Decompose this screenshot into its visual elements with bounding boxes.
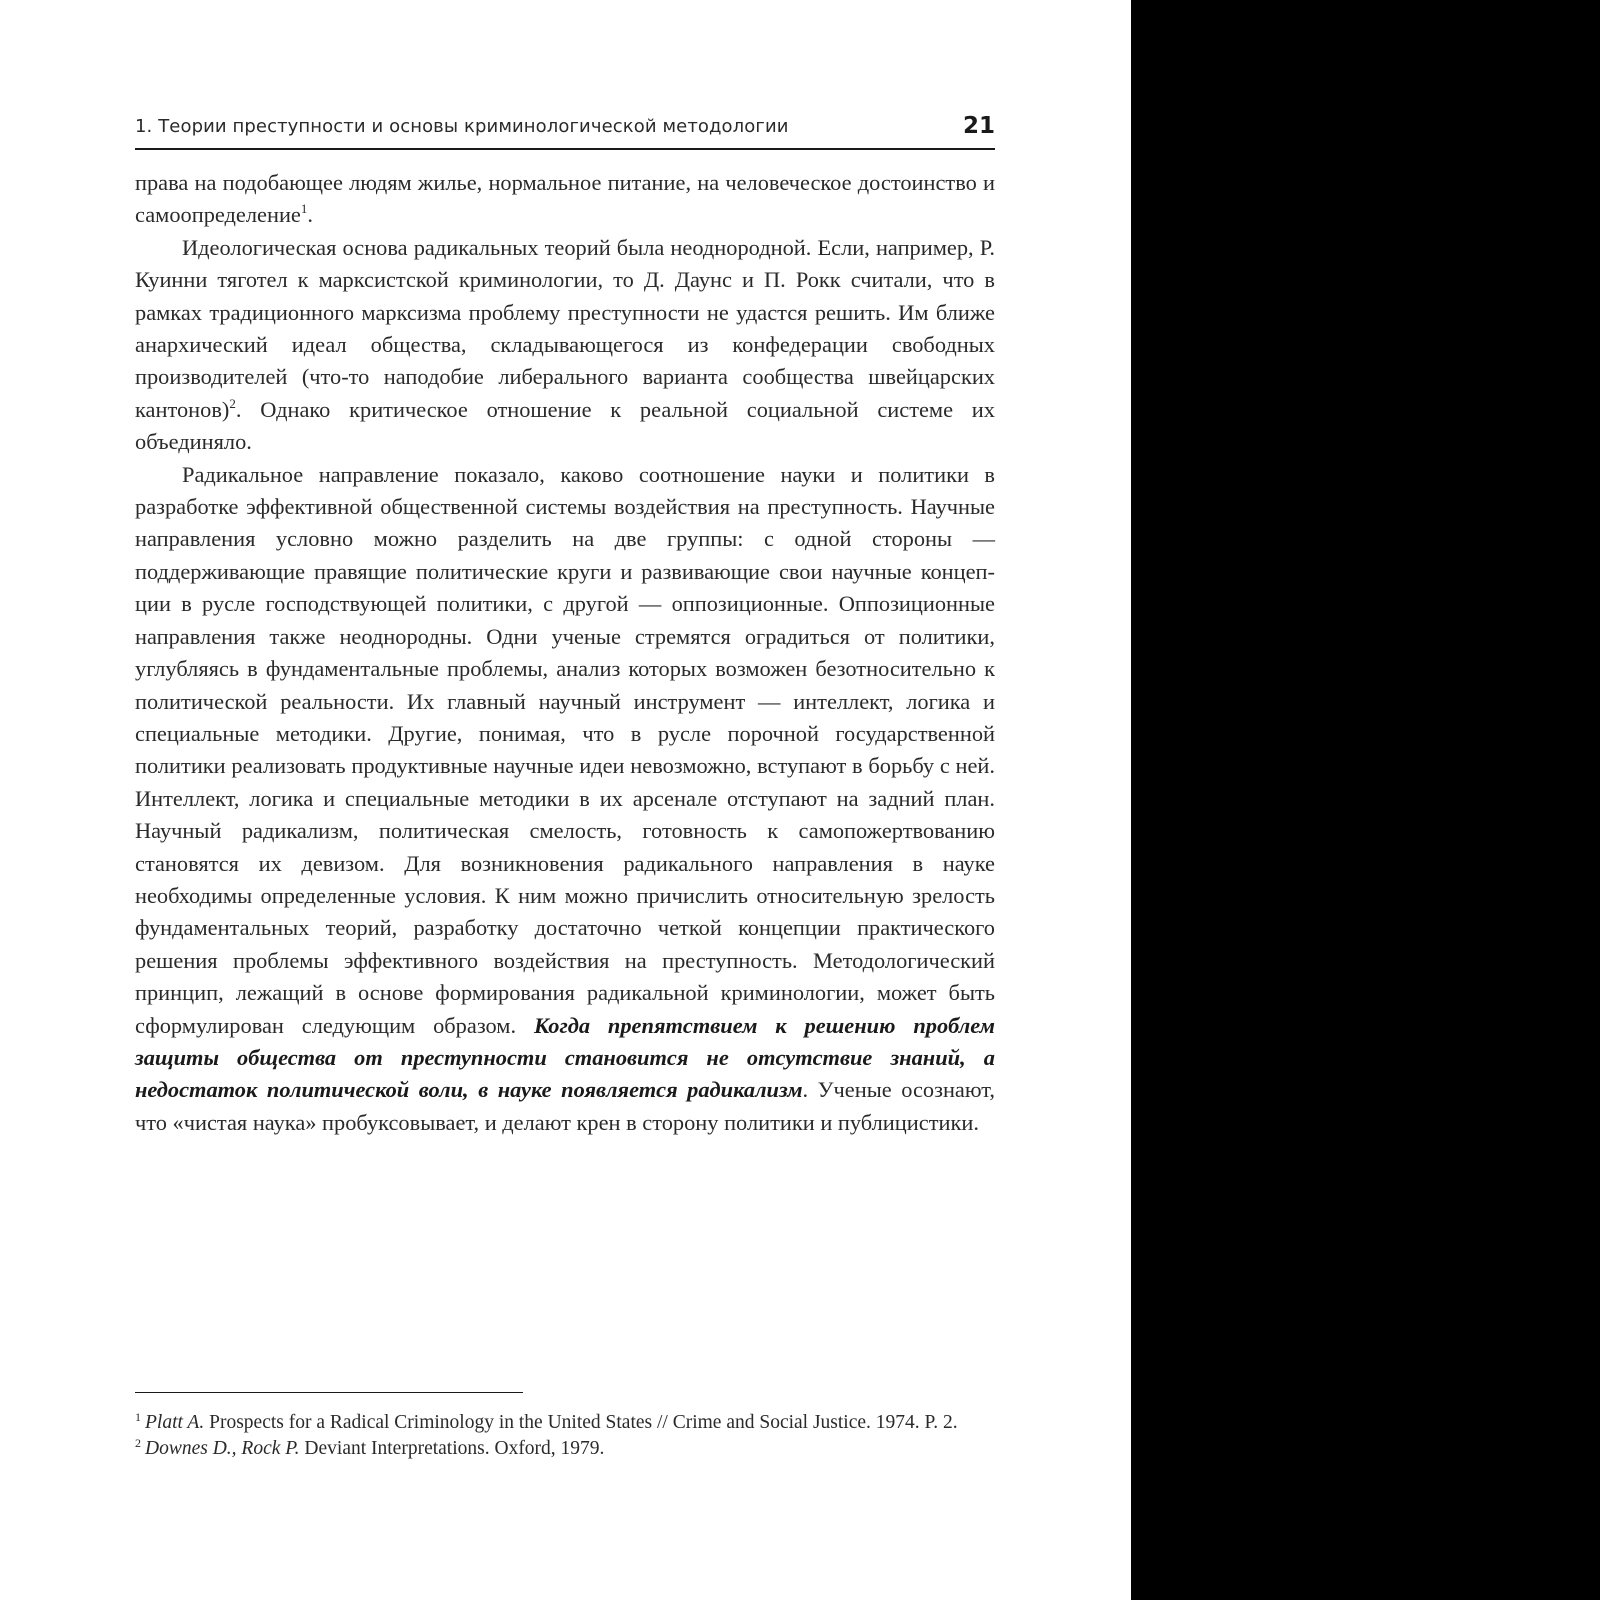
footnote-2-text: Deviant Interpretations. Oxford, 1979.: [299, 1438, 605, 1459]
paragraph-3: [135, 459, 995, 1140]
footnote-ref-1: 1: [300, 201, 308, 217]
footnote-1-number: 1: [135, 1410, 141, 1424]
page-number: 21: [962, 113, 995, 139]
main-text: [135, 167, 995, 1139]
paragraph-3-text-b: . Ученые осознают, что «чистая наука» пробуксовывает, и делают крен в сторону политики и публицистики.: [135, 1077, 995, 1135]
footnote-2-number: 2: [135, 1436, 141, 1450]
running-title: 1. Теории преступности и основы криминологической методологии: [135, 116, 789, 137]
running-header: [135, 112, 995, 150]
paragraph-2-text-a: Идеологическая основа радикальных теорий была неоднородной. Если, например, Р. Куинни тяготел к марксистской криминологии, то Д. Даунс и П. Рокк считали, что в рамках традиционного марксизма проблему преступности не удастся решить. Им ближе анархический идеал общества, складывающегося из конфедерации свободных производителей (что-то наподобие либерального варианта сообщества швейцарских кантонов): [135, 234, 995, 422]
footnote-2: [135, 1436, 995, 1462]
paragraph-2-text-b: . Однако критическое отношение к реальной социальной системе их объединяло.: [135, 396, 995, 455]
paragraph-1-text: права на подобающее людям жилье, нормальное питание, на человеческое достоинство и самоопределение: [135, 170, 995, 228]
footnote-separator: [135, 1392, 523, 1393]
paragraph-2: [135, 232, 995, 459]
footnote-1-text: Prospects for a Radical Criminology in the United States // Crime and Social Justice. 1974. P. 2.: [204, 1412, 958, 1433]
paragraph-3-text-a: Радикальное направление показало, каково соотношение науки и политики в разработке эффективной общественной системы воздействия на преступность. Научные направления условно можно разделить на две группы: с одной стороны — поддерживающие правящие политические круги и развивающие свои научные концепции в русле господствующей политики, с другой — оппозиционные. Оппозиционные направления также неоднородны. Одни ученые стремятся оградиться от политики, углубляясь в фундаментальные проблемы, анализ которых возможен безотносительно к политической реальности. Их главный научный инструмент — интеллект, логика и специальные методики. Другие, понимая, что в русле порочной государственной политики реализовать продуктивные научные идеи невозможно, вступают в борьбу с ней. Интеллект, логика и специальные методики в их арсенале отступают на задний план. Научный радикализм, политическая смелость, готовность к самопожертвованию становятся их девизом. Для возникновения радикального направления в науке необходимы определенные условия. К ним можно причислить относительную зрелость фундаментальных теорий, разработку достаточно четкой концепции практического решения проблемы эффективного воздействия на преступность. Методологический принцип, лежащий в основе формирования радикальной криминологии, может быть сформулирован следующим образом.: [135, 461, 995, 1038]
footnote-ref-2: 2: [229, 395, 236, 411]
footnotes: [135, 1410, 995, 1462]
emphasized-principle: Когда препятствием к решению проблем защиты общества от преступности становится не отсутствие знаний, а недостаток политической воли, в науке появляется радикализм: [135, 1012, 995, 1103]
footnote-2-author: Downes D., Rock P.: [145, 1438, 300, 1459]
footnote-1-author: Platt A.: [145, 1412, 205, 1433]
footnote-1: [135, 1410, 995, 1436]
paragraph-1-end: .: [307, 202, 313, 228]
paragraph-1: [135, 167, 995, 232]
